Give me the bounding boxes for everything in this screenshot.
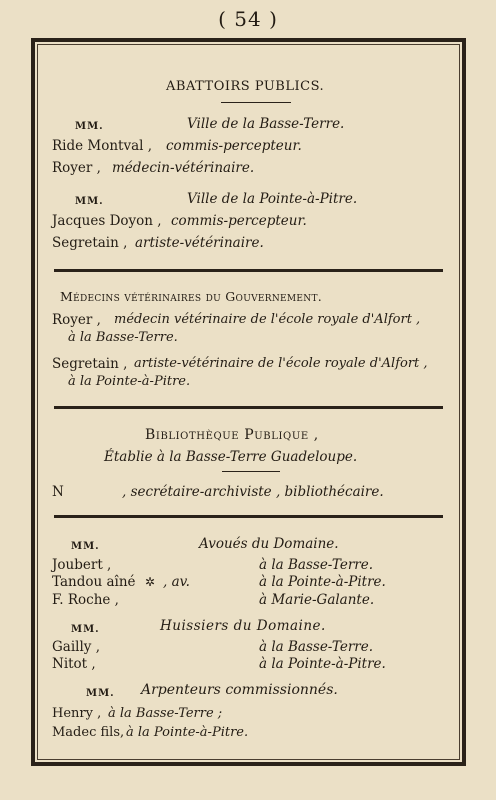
section-title-abattoirs: ABATTOIRS PUBLICS. <box>166 79 325 94</box>
mm-label: MM. <box>71 624 100 635</box>
entry-location: à la Pointe-à-Pitre. <box>259 656 386 672</box>
entry-name: Tandou aîné <box>52 574 136 590</box>
mm-label: MM. <box>75 121 104 132</box>
entry-name: Segretain , <box>52 356 128 372</box>
subsection-heading: Huissiers du Domaine. <box>160 618 326 634</box>
page-content <box>38 45 459 759</box>
entry-location: à la Pointe-à-Pitre. <box>126 725 249 740</box>
entry-name: Segretain , <box>52 235 128 251</box>
section-subtitle: Établie à la Basse-Terre Guadeloupe. <box>104 449 358 465</box>
entry-name: Henry , <box>52 706 102 721</box>
section-divider <box>54 406 443 409</box>
entry-name: F. Roche , <box>52 592 119 608</box>
entry-location: à la Basse-Terre ; <box>108 706 223 721</box>
page-number: ( 54 ) <box>218 7 278 31</box>
entry-name: Nitot , <box>52 656 96 672</box>
entry-name: Ride Montval , <box>52 138 153 154</box>
subsection-heading: Ville de la Basse-Terre. <box>187 116 345 132</box>
section-title-bibliotheque: Bibliothèque Publique , <box>145 427 319 443</box>
mm-label: MM. <box>71 541 100 552</box>
mm-label: MM. <box>86 688 115 699</box>
section-title-medecins: Médecins vétérinaires du Gouvernement. <box>60 289 323 304</box>
short-rule <box>221 102 291 103</box>
entry-name: Gailly , <box>52 639 100 655</box>
subsection-heading: Arpenteurs commissionnés. <box>141 682 338 698</box>
entry-role: commis-percepteur. <box>166 138 302 154</box>
star-icon: ✲ <box>145 575 156 589</box>
entry-role: artiste-vétérinaire. <box>135 235 264 251</box>
entry-name: Royer , <box>52 160 101 176</box>
entry-name: Jacques Doyon , <box>52 213 162 229</box>
entry-role: commis-percepteur. <box>171 213 307 229</box>
section-divider <box>54 515 443 518</box>
entry-role: médecin-vétérinaire. <box>112 160 255 176</box>
short-rule <box>222 471 280 472</box>
entry-name: N <box>52 484 64 500</box>
subsection-heading: Ville de la Pointe-à-Pitre. <box>187 191 358 207</box>
entry-suffix: , av. <box>163 574 190 590</box>
entry-location: à la Pointe-à-Pitre. <box>259 574 386 590</box>
entry-name: Joubert , <box>52 557 112 573</box>
entry-name: Madec fils, <box>52 725 125 740</box>
entry-location: à la Basse-Terre. <box>259 557 374 573</box>
entry-location: à Marie-Galante. <box>259 592 375 608</box>
entry-role: , secrétaire-archiviste , bibliothécaire. <box>122 484 384 500</box>
section-divider <box>54 269 443 272</box>
entry-role: médecin vétérinaire de l'école royale d'Alfort , <box>114 312 421 327</box>
entry-location: à la Pointe-à-Pitre. <box>68 374 191 389</box>
entry-location: à la Basse-Terre. <box>259 639 374 655</box>
entry-role: artiste-vétérinaire de l'école royale d'Alfort , <box>134 356 428 371</box>
entry-location: à la Basse-Terre. <box>68 330 178 345</box>
subsection-heading: Avoués du Domaine. <box>199 536 339 552</box>
mm-label: MM. <box>75 196 104 207</box>
entry-name: Royer , <box>52 312 101 328</box>
